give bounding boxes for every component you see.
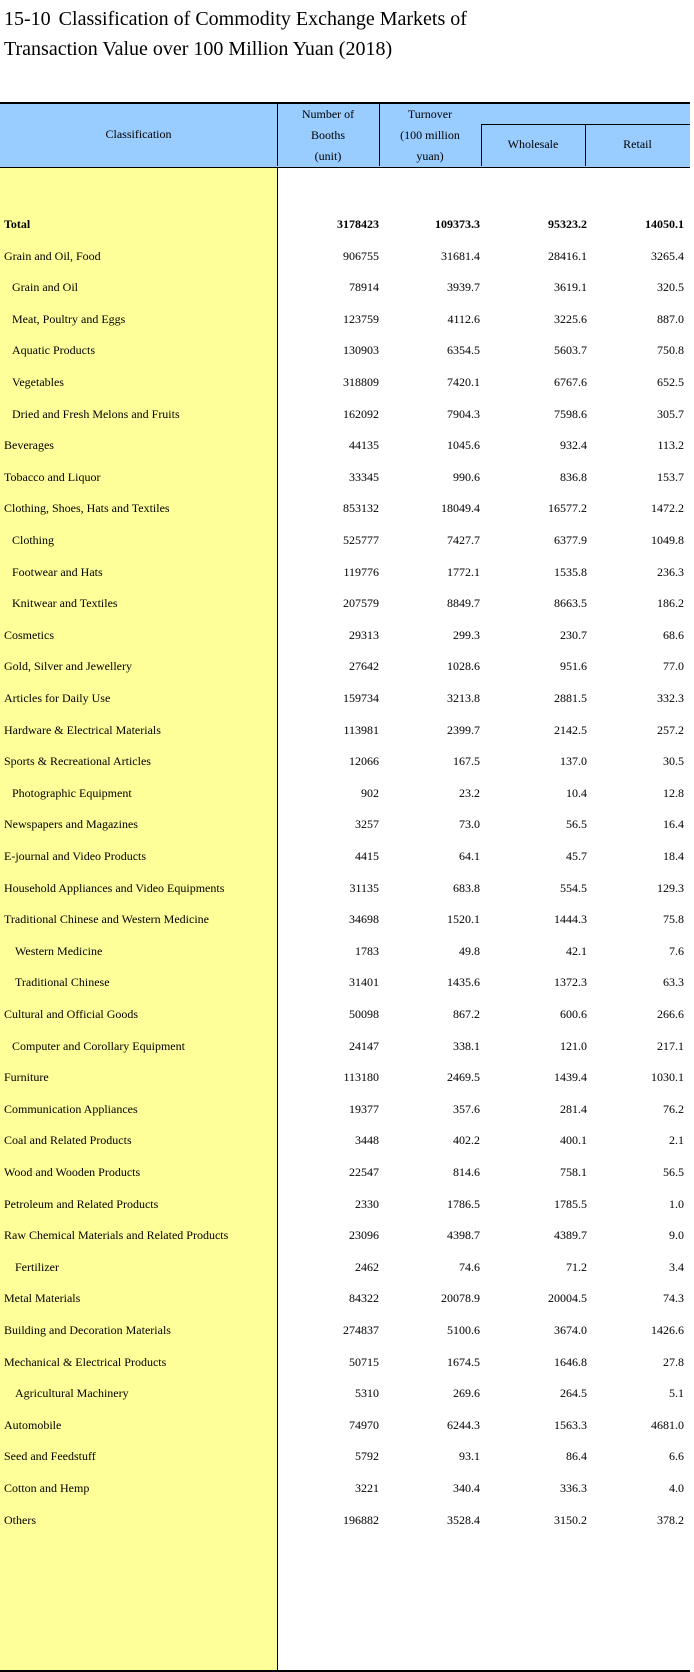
row-label: Newspapers and Magazines bbox=[4, 817, 138, 832]
wholesale-cell: 86.4 bbox=[566, 1449, 587, 1464]
turnover-cell: 1435.6 bbox=[447, 975, 480, 990]
wholesale-cell: 56.5 bbox=[566, 817, 587, 832]
table-row bbox=[0, 1377, 690, 1409]
row-label: Automobile bbox=[4, 1417, 62, 1432]
turnover-cell: 3528.4 bbox=[447, 1512, 480, 1527]
header-booths bbox=[277, 104, 379, 167]
retail-cell: 14050.1 bbox=[645, 217, 684, 231]
wholesale-cell: 2142.5 bbox=[554, 722, 587, 737]
retail-cell: 2.1 bbox=[669, 1133, 684, 1148]
header-retail: Retail bbox=[623, 137, 652, 151]
table-row bbox=[0, 271, 690, 303]
table-row bbox=[0, 998, 690, 1030]
table-row bbox=[0, 556, 690, 588]
header-turnover-line-2: (100 million bbox=[400, 128, 460, 142]
turnover-cell: 340.4 bbox=[453, 1481, 480, 1495]
row-label: Metal Materials bbox=[4, 1291, 81, 1306]
table-row bbox=[0, 777, 690, 809]
table-row bbox=[0, 208, 690, 240]
retail-cell: 378.2 bbox=[657, 1512, 684, 1527]
table-row bbox=[0, 840, 690, 872]
row-label: Grain and Oil, Food bbox=[4, 248, 101, 263]
wholesale-cell: 20004.5 bbox=[548, 1291, 587, 1306]
header-turnover-line-3: yuan) bbox=[416, 149, 444, 163]
booths-cell: 130903 bbox=[343, 343, 379, 358]
booths-cell: 24147 bbox=[349, 1038, 379, 1053]
booths-cell: 19377 bbox=[349, 1101, 379, 1116]
header-booths-line-1: Number of bbox=[301, 107, 355, 121]
booths-cell: 50715 bbox=[349, 1354, 379, 1369]
booths-cell: 196882 bbox=[343, 1512, 379, 1527]
table-row bbox=[0, 587, 690, 619]
wholesale-cell: 1563.3 bbox=[554, 1417, 587, 1432]
wholesale-cell: 95323.2 bbox=[548, 217, 587, 231]
retail-cell: 30.5 bbox=[663, 754, 684, 769]
table-row bbox=[0, 872, 690, 904]
retail-cell: 305.7 bbox=[657, 406, 684, 421]
retail-cell: 1426.6 bbox=[651, 1323, 684, 1337]
row-label: Total bbox=[4, 217, 31, 231]
row-label: Building and Decoration Materials bbox=[4, 1323, 171, 1337]
turnover-cell: 6354.5 bbox=[447, 343, 480, 358]
row-label: Traditional Chinese and Western Medicine bbox=[4, 912, 209, 927]
turnover-cell: 49.8 bbox=[459, 943, 480, 958]
retail-cell: 750.8 bbox=[657, 343, 684, 358]
header-booths-line-2: Booths bbox=[310, 128, 345, 142]
turnover-cell: 2399.7 bbox=[447, 722, 480, 737]
booths-cell: 78914 bbox=[349, 280, 379, 295]
retail-cell: 236.3 bbox=[657, 564, 684, 579]
row-label: Tobacco and Liquor bbox=[4, 469, 101, 484]
booths-cell: 4415 bbox=[355, 849, 379, 863]
wholesale-cell: 45.7 bbox=[566, 849, 587, 863]
turnover-cell: 3213.8 bbox=[447, 691, 480, 705]
row-label: Meat, Poultry and Eggs bbox=[12, 311, 126, 326]
turnover-cell: 6244.3 bbox=[447, 1417, 480, 1432]
wholesale-cell: 400.1 bbox=[560, 1133, 587, 1148]
retail-cell: 129.3 bbox=[657, 880, 684, 895]
row-label: Photographic Equipment bbox=[12, 785, 132, 800]
retail-cell: 652.5 bbox=[657, 375, 684, 389]
header-divider bbox=[585, 124, 586, 166]
booths-cell: 31135 bbox=[349, 880, 379, 895]
booths-cell: 902 bbox=[361, 785, 379, 800]
booths-cell: 34698 bbox=[349, 912, 379, 927]
wholesale-cell: 932.4 bbox=[560, 438, 587, 453]
table-row bbox=[0, 1030, 690, 1062]
wholesale-cell: 6377.9 bbox=[554, 533, 587, 547]
booths-cell: 318809 bbox=[343, 375, 379, 389]
booths-cell: 84322 bbox=[349, 1291, 379, 1306]
booths-cell: 31401 bbox=[349, 975, 379, 990]
header-turnover bbox=[379, 104, 481, 167]
retail-cell: 18.4 bbox=[663, 849, 684, 863]
row-label: Computer and Corollary Equipment bbox=[12, 1038, 185, 1053]
retail-cell: 7.6 bbox=[669, 943, 684, 958]
booths-cell: 906755 bbox=[343, 248, 379, 263]
turnover-cell: 2469.5 bbox=[447, 1070, 480, 1085]
wholesale-cell: 42.1 bbox=[566, 943, 587, 958]
turnover-cell: 109373.3 bbox=[435, 217, 480, 231]
title-line-2: Transaction Value over 100 Million Yuan (2018) bbox=[4, 38, 393, 60]
table-row bbox=[0, 303, 690, 335]
turnover-cell: 73.0 bbox=[459, 817, 480, 832]
wholesale-cell: 121.0 bbox=[560, 1038, 587, 1053]
row-label: Others bbox=[4, 1512, 36, 1527]
wholesale-cell: 758.1 bbox=[560, 1165, 587, 1179]
retail-cell: 4681.0 bbox=[651, 1417, 684, 1432]
booths-cell: 22547 bbox=[349, 1165, 379, 1179]
booths-cell: 113981 bbox=[343, 722, 379, 737]
table-row bbox=[0, 1440, 690, 1472]
booths-cell: 74970 bbox=[349, 1417, 379, 1432]
booths-cell: 1783 bbox=[355, 943, 379, 958]
table-row bbox=[0, 966, 690, 998]
row-label: Aquatic Products bbox=[12, 343, 95, 358]
turnover-cell: 338.1 bbox=[453, 1038, 480, 1053]
page-title bbox=[4, 4, 467, 64]
table-row bbox=[0, 524, 690, 556]
row-label: Clothing, Shoes, Hats and Textiles bbox=[4, 501, 170, 516]
turnover-cell: 990.6 bbox=[453, 469, 480, 484]
retail-cell: 113.2 bbox=[657, 438, 684, 453]
row-label: Wood and Wooden Products bbox=[4, 1165, 141, 1179]
row-label: Cosmetics bbox=[4, 627, 54, 642]
row-label: Beverages bbox=[4, 438, 54, 453]
table-row bbox=[0, 1282, 690, 1314]
wholesale-cell: 10.4 bbox=[566, 785, 587, 800]
header-subrule bbox=[481, 124, 690, 125]
turnover-cell: 402.2 bbox=[453, 1133, 480, 1148]
turnover-cell: 31681.4 bbox=[441, 248, 480, 263]
wholesale-cell: 3225.6 bbox=[554, 311, 587, 326]
turnover-cell: 18049.4 bbox=[441, 501, 480, 516]
retail-cell: 1472.2 bbox=[651, 501, 684, 516]
row-label: Vegetables bbox=[12, 375, 64, 389]
row-label: Mechanical & Electrical Products bbox=[4, 1354, 167, 1369]
retail-cell: 9.0 bbox=[669, 1228, 684, 1243]
table-row bbox=[0, 1251, 690, 1283]
wholesale-cell: 1785.5 bbox=[554, 1196, 587, 1211]
wholesale-cell: 71.2 bbox=[566, 1259, 587, 1274]
turnover-cell: 7904.3 bbox=[447, 406, 480, 421]
wholesale-cell: 3619.1 bbox=[554, 280, 587, 295]
wholesale-cell: 230.7 bbox=[560, 627, 587, 642]
booths-cell: 274837 bbox=[343, 1323, 379, 1337]
wholesale-cell: 28416.1 bbox=[548, 248, 587, 263]
booths-cell: 3448 bbox=[355, 1133, 379, 1148]
row-label: E-journal and Video Products bbox=[4, 849, 147, 863]
retail-cell: 68.6 bbox=[663, 627, 684, 642]
wholesale-cell: 8663.5 bbox=[554, 596, 587, 611]
turnover-cell: 1772.1 bbox=[447, 564, 480, 579]
turnover-cell: 269.6 bbox=[453, 1386, 480, 1401]
wholesale-cell: 16577.2 bbox=[548, 501, 587, 516]
header-booths-line-3: (unit) bbox=[314, 149, 342, 163]
row-label: Coal and Related Products bbox=[4, 1133, 132, 1148]
row-label: Knitwear and Textiles bbox=[12, 596, 118, 611]
title-line-1: Classification of Commodity Exchange Markets of bbox=[58, 8, 467, 30]
retail-cell: 266.6 bbox=[657, 1007, 684, 1021]
booths-cell: 162092 bbox=[343, 406, 379, 421]
table-row bbox=[0, 1124, 690, 1156]
booths-cell: 119776 bbox=[343, 564, 379, 579]
wholesale-cell: 1535.8 bbox=[554, 564, 587, 579]
header-turnover-line-1: Turnover bbox=[407, 107, 453, 121]
wholesale-cell: 1372.3 bbox=[554, 975, 587, 990]
row-label: Cotton and Hemp bbox=[4, 1481, 90, 1495]
booths-cell: 3257 bbox=[355, 817, 379, 832]
row-label: Dried and Fresh Melons and Fruits bbox=[12, 406, 180, 421]
retail-cell: 153.7 bbox=[657, 469, 684, 484]
booths-cell: 29313 bbox=[349, 627, 379, 642]
row-label: Footwear and Hats bbox=[12, 564, 103, 579]
table-row bbox=[0, 461, 690, 493]
wholesale-cell: 336.3 bbox=[560, 1481, 587, 1495]
turnover-cell: 867.2 bbox=[453, 1007, 480, 1021]
turnover-cell: 4398.7 bbox=[447, 1228, 480, 1243]
booths-cell: 2462 bbox=[355, 1259, 379, 1274]
row-label: Communication Appliances bbox=[4, 1101, 138, 1116]
table-row bbox=[0, 619, 690, 651]
wholesale-cell: 3674.0 bbox=[554, 1323, 587, 1337]
wholesale-cell: 3150.2 bbox=[554, 1512, 587, 1527]
table-row bbox=[0, 1346, 690, 1378]
row-label: Sports & Recreational Articles bbox=[4, 754, 151, 769]
table-row bbox=[0, 1314, 690, 1346]
retail-cell: 186.2 bbox=[657, 596, 684, 611]
retail-cell: 3265.4 bbox=[651, 248, 684, 263]
turnover-cell: 93.1 bbox=[459, 1449, 480, 1464]
retail-cell: 56.5 bbox=[663, 1165, 684, 1179]
wholesale-cell: 7598.6 bbox=[554, 406, 587, 421]
booths-cell: 207579 bbox=[343, 596, 379, 611]
turnover-cell: 4112.6 bbox=[447, 311, 480, 326]
booths-cell: 44135 bbox=[349, 438, 379, 453]
table-row bbox=[0, 1156, 690, 1188]
retail-cell: 6.6 bbox=[669, 1449, 684, 1464]
wholesale-cell: 2881.5 bbox=[554, 691, 587, 705]
table-row bbox=[0, 682, 690, 714]
booths-cell: 853132 bbox=[343, 501, 379, 516]
wholesale-cell: 137.0 bbox=[560, 754, 587, 769]
retail-cell: 257.2 bbox=[657, 722, 684, 737]
table-number: 15-10 bbox=[4, 8, 51, 30]
retail-cell: 75.8 bbox=[663, 912, 684, 927]
table-row bbox=[0, 429, 690, 461]
retail-cell: 74.3 bbox=[663, 1291, 684, 1306]
header-classification: Classification bbox=[105, 127, 172, 141]
header-wholesale: Wholesale bbox=[507, 137, 559, 151]
row-label: Hardware & Electrical Materials bbox=[4, 722, 161, 737]
table-row bbox=[0, 745, 690, 777]
retail-cell: 76.2 bbox=[663, 1101, 684, 1116]
booths-cell: 3221 bbox=[355, 1481, 379, 1495]
table-row bbox=[0, 1093, 690, 1125]
wholesale-cell: 5603.7 bbox=[554, 343, 587, 358]
booths-cell: 3178423 bbox=[337, 217, 379, 231]
retail-cell: 63.3 bbox=[663, 975, 684, 990]
row-label: Seed and Feedstuff bbox=[4, 1449, 96, 1464]
row-label: Western Medicine bbox=[15, 943, 103, 958]
row-label: Grain and Oil bbox=[12, 280, 78, 295]
booths-cell: 12066 bbox=[349, 754, 379, 769]
table-row bbox=[0, 1061, 690, 1093]
retail-cell: 5.1 bbox=[669, 1386, 684, 1401]
table-row bbox=[0, 334, 690, 366]
turnover-cell: 357.6 bbox=[453, 1101, 480, 1116]
retail-cell: 1030.1 bbox=[651, 1070, 684, 1085]
retail-cell: 12.8 bbox=[663, 785, 684, 800]
booths-cell: 123759 bbox=[343, 311, 379, 326]
retail-cell: 4.0 bbox=[669, 1481, 684, 1495]
wholesale-cell: 1646.8 bbox=[554, 1354, 587, 1369]
wholesale-cell: 600.6 bbox=[560, 1007, 587, 1021]
turnover-cell: 1028.6 bbox=[447, 659, 480, 674]
wholesale-cell: 951.6 bbox=[560, 659, 587, 674]
row-label: Gold, Silver and Jewellery bbox=[4, 659, 132, 674]
row-label: Clothing bbox=[12, 533, 55, 547]
row-label: Articles for Daily Use bbox=[4, 691, 111, 705]
booths-cell: 50098 bbox=[349, 1007, 379, 1021]
header-divider bbox=[379, 104, 380, 166]
turnover-cell: 814.6 bbox=[453, 1165, 480, 1179]
table-row bbox=[0, 492, 690, 524]
booths-cell: 113180 bbox=[343, 1070, 379, 1085]
turnover-cell: 1520.1 bbox=[447, 912, 480, 927]
booths-cell: 27642 bbox=[349, 659, 379, 674]
retail-cell: 217.1 bbox=[657, 1038, 684, 1053]
row-label: Agricultural Machinery bbox=[15, 1386, 129, 1401]
row-label: Raw Chemical Materials and Related Products bbox=[4, 1228, 229, 1243]
wholesale-cell: 4389.7 bbox=[554, 1228, 587, 1243]
row-label: Furniture bbox=[4, 1070, 49, 1085]
row-label: Cultural and Official Goods bbox=[4, 1007, 139, 1021]
turnover-cell: 1674.5 bbox=[447, 1354, 480, 1369]
retail-cell: 1.0 bbox=[669, 1196, 684, 1211]
booths-cell: 33345 bbox=[349, 469, 379, 484]
header-divider bbox=[277, 104, 278, 166]
turnover-cell: 1786.5 bbox=[447, 1196, 480, 1211]
turnover-cell: 167.5 bbox=[453, 754, 480, 769]
row-label: Household Appliances and Video Equipments bbox=[4, 880, 225, 895]
turnover-cell: 3939.7 bbox=[447, 280, 480, 295]
table-row bbox=[0, 808, 690, 840]
turnover-cell: 299.3 bbox=[453, 627, 480, 642]
turnover-cell: 74.6 bbox=[459, 1259, 480, 1274]
retail-cell: 320.5 bbox=[657, 280, 684, 295]
wholesale-cell: 1444.3 bbox=[554, 912, 587, 927]
turnover-cell: 8849.7 bbox=[447, 596, 480, 611]
table-row bbox=[0, 714, 690, 746]
turnover-cell: 20078.9 bbox=[441, 1291, 480, 1306]
table-row bbox=[0, 1188, 690, 1220]
booths-cell: 2330 bbox=[355, 1196, 379, 1211]
turnover-cell: 1045.6 bbox=[447, 438, 480, 453]
wholesale-cell: 6767.6 bbox=[554, 375, 587, 389]
wholesale-cell: 1439.4 bbox=[554, 1070, 587, 1085]
retail-cell: 332.3 bbox=[657, 691, 684, 705]
table-row bbox=[0, 1409, 690, 1441]
turnover-cell: 683.8 bbox=[453, 880, 480, 895]
row-label: Fertilizer bbox=[15, 1259, 59, 1274]
booths-cell: 5792 bbox=[355, 1449, 379, 1464]
table-row bbox=[0, 398, 690, 430]
retail-cell: 16.4 bbox=[663, 817, 684, 832]
turnover-cell: 7427.7 bbox=[447, 533, 480, 547]
booths-cell: 23096 bbox=[349, 1228, 379, 1243]
booths-cell: 5310 bbox=[355, 1386, 379, 1401]
table-row bbox=[0, 650, 690, 682]
turnover-cell: 23.2 bbox=[459, 785, 480, 800]
wholesale-cell: 264.5 bbox=[560, 1386, 587, 1401]
table-row bbox=[0, 1472, 690, 1504]
wholesale-cell: 281.4 bbox=[560, 1101, 587, 1116]
retail-cell: 27.8 bbox=[663, 1354, 684, 1369]
table-row bbox=[0, 1504, 690, 1536]
table-row bbox=[0, 903, 690, 935]
turnover-cell: 5100.6 bbox=[447, 1323, 480, 1337]
table-row bbox=[0, 1219, 690, 1251]
table-row bbox=[0, 366, 690, 398]
row-label: Petroleum and Related Products bbox=[4, 1196, 159, 1211]
wholesale-cell: 554.5 bbox=[560, 880, 587, 895]
turnover-cell: 7420.1 bbox=[447, 375, 480, 389]
retail-cell: 77.0 bbox=[663, 659, 684, 674]
header-divider bbox=[481, 124, 482, 166]
booths-cell: 159734 bbox=[343, 691, 379, 705]
retail-cell: 1049.8 bbox=[651, 533, 684, 547]
retail-cell: 3.4 bbox=[669, 1259, 684, 1274]
retail-cell: 887.0 bbox=[657, 311, 684, 326]
table-row bbox=[0, 935, 690, 967]
booths-cell: 525777 bbox=[343, 533, 379, 547]
turnover-cell: 64.1 bbox=[459, 849, 480, 863]
wholesale-cell: 836.8 bbox=[560, 469, 587, 484]
row-label: Traditional Chinese bbox=[15, 975, 110, 990]
table-row bbox=[0, 240, 690, 272]
table-header bbox=[0, 104, 690, 168]
